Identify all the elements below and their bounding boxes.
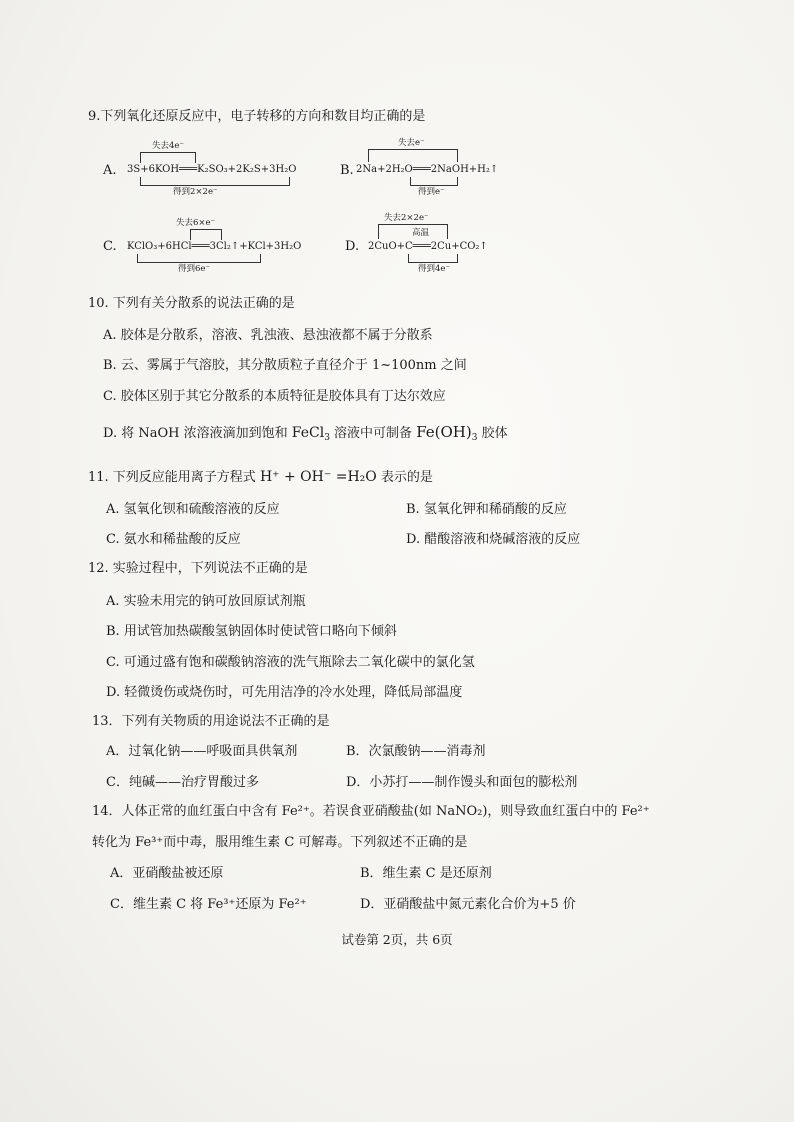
q9-b-equation: 2Na+2H₂O═══2NaOH+H₂↑: [356, 164, 499, 175]
q13-option-a: A．过氧化钠——呼吸面具供氧剂: [106, 744, 298, 759]
q14-option-a: A．亚硝酸盐被还原: [110, 866, 224, 881]
q9-a-top-bracket: [140, 152, 196, 163]
q11-option-c: C. 氨水和稀盐酸的反应: [106, 532, 241, 547]
q9-d-bottom-label: 得到4e⁻: [418, 264, 450, 274]
q14-option-c: C．维生素 C 将 Fe³⁺还原为 Fe²⁺: [110, 897, 307, 912]
question-14-line-1: 14．人体正常的血红蛋白中含有 Fe²⁺。若误食亚硝酸盐(如 NaNO₂)，则导致血红蛋白中的 Fe²⁺: [92, 804, 650, 819]
q13-option-b: B．次氯酸钠——消毒剂: [346, 744, 486, 759]
q11-option-d: D. 醋酸溶液和烧碱溶液的反应: [406, 532, 581, 547]
q9-option-d-label: D.: [345, 239, 360, 254]
q12-option-d: D. 轻微烫伤或烧伤时，可先用洁净的冷水处理，降低局部温度: [106, 685, 463, 700]
question-14-line-2: 转化为 Fe³⁺而中毒，服用维生素 C 可解毒。下列叙述不正确的是: [92, 835, 468, 850]
question-10: 10. 下列有关分散系的说法正确的是: [88, 296, 295, 311]
question-9: 9.下列氧化还原反应中，电子转移的方向和数目均正确的是: [88, 109, 426, 124]
q9-c-bottom-bracket: [137, 254, 261, 263]
q9-b-top-bracket: [368, 149, 458, 162]
q13-option-c: C．纯碱——治疗胃酸过多: [106, 775, 259, 790]
q9-option-b-label: B.: [340, 163, 354, 178]
q9-d-bottom-bracket: [408, 254, 458, 263]
q9-d-equation: 2CuO+C═══2Cu+CO₂↑: [368, 241, 488, 252]
q9-a-top-label: 失去4e⁻: [152, 141, 184, 151]
q9-c-bottom-label: 得到6e⁻: [178, 264, 210, 274]
q13-option-d: D．小苏打——制作馒头和面包的膨松剂: [346, 775, 578, 790]
q9-b-bottom-label: 得到e⁻: [418, 187, 445, 197]
q10-option-a: A. 胶体是分散系，溶液、乳浊液、悬浊液都不属于分散系: [103, 328, 433, 343]
q9-c-equation: KClO₃+6HCl═══3Cl₂↑+KCl+3H₂O: [127, 241, 302, 252]
q10-option-c: C. 胶体区别于其它分散系的本质特征是胶体具有丁达尔效应: [103, 389, 446, 404]
q9-option-c-label: C.: [103, 239, 117, 254]
q12-option-c: C. 可通过盛有饱和碳酸钠溶液的洗气瓶除去二氧化碳中的氯化氢: [106, 655, 475, 670]
question-13: 13．下列有关物质的用途说法不正确的是: [92, 714, 330, 729]
q11-option-b: B. 氢氧化钾和稀硝酸的反应: [406, 502, 567, 517]
q12-option-a: A. 实验未用完的钠可放回原试剂瓶: [106, 594, 306, 609]
q9-c-top-label: 失去6×e⁻: [176, 218, 216, 228]
q9-b-top-label: 失去e⁻: [398, 138, 425, 148]
q9-a-bottom-label: 得到2×2e⁻: [173, 187, 218, 197]
q9-a-equation: 3S+6KOH═══K₂SO₃+2K₂S+3H₂O: [127, 164, 297, 175]
q12-option-b: B. 用试管加热碳酸氢钠固体时使试管口略向下倾斜: [106, 624, 397, 639]
q9-option-a-label: A.: [103, 163, 117, 178]
q10-option-b: B. 云、雾属于气溶胶，其分散质粒子直径介于 1~100nm 之间: [103, 358, 467, 373]
q10-option-d: D. 将 NaOH 浓溶液滴加到饱和 FeCl$_3$ 溶液中可制备 $Fe(OH)_3$ 胶体: [103, 423, 508, 443]
q9-d-top-label: 失去2×2e⁻: [384, 213, 429, 223]
question-12: 12. 实验过程中，下列说法不正确的是: [88, 561, 308, 576]
page-footer: 试卷第 2页，共 6页: [341, 932, 453, 947]
q9-b-bottom-bracket: [410, 177, 458, 186]
q9-a-bottom-bracket: [140, 177, 290, 186]
q11-option-a: A. 氢氧化钡和硫酸溶液的反应: [106, 502, 280, 517]
q14-option-d: D．亚硝酸盐中氮元素化合价为+5 价: [360, 897, 576, 912]
q9-c-top-bracket: [190, 229, 222, 240]
q9-d-condition: 高温: [412, 228, 430, 238]
q14-option-b: B．维生素 C 是还原剂: [360, 866, 492, 881]
question-11: 11. 下列反应能用离子方程式 H⁺ + OH⁻ =H₂O 表示的是: [88, 469, 433, 485]
